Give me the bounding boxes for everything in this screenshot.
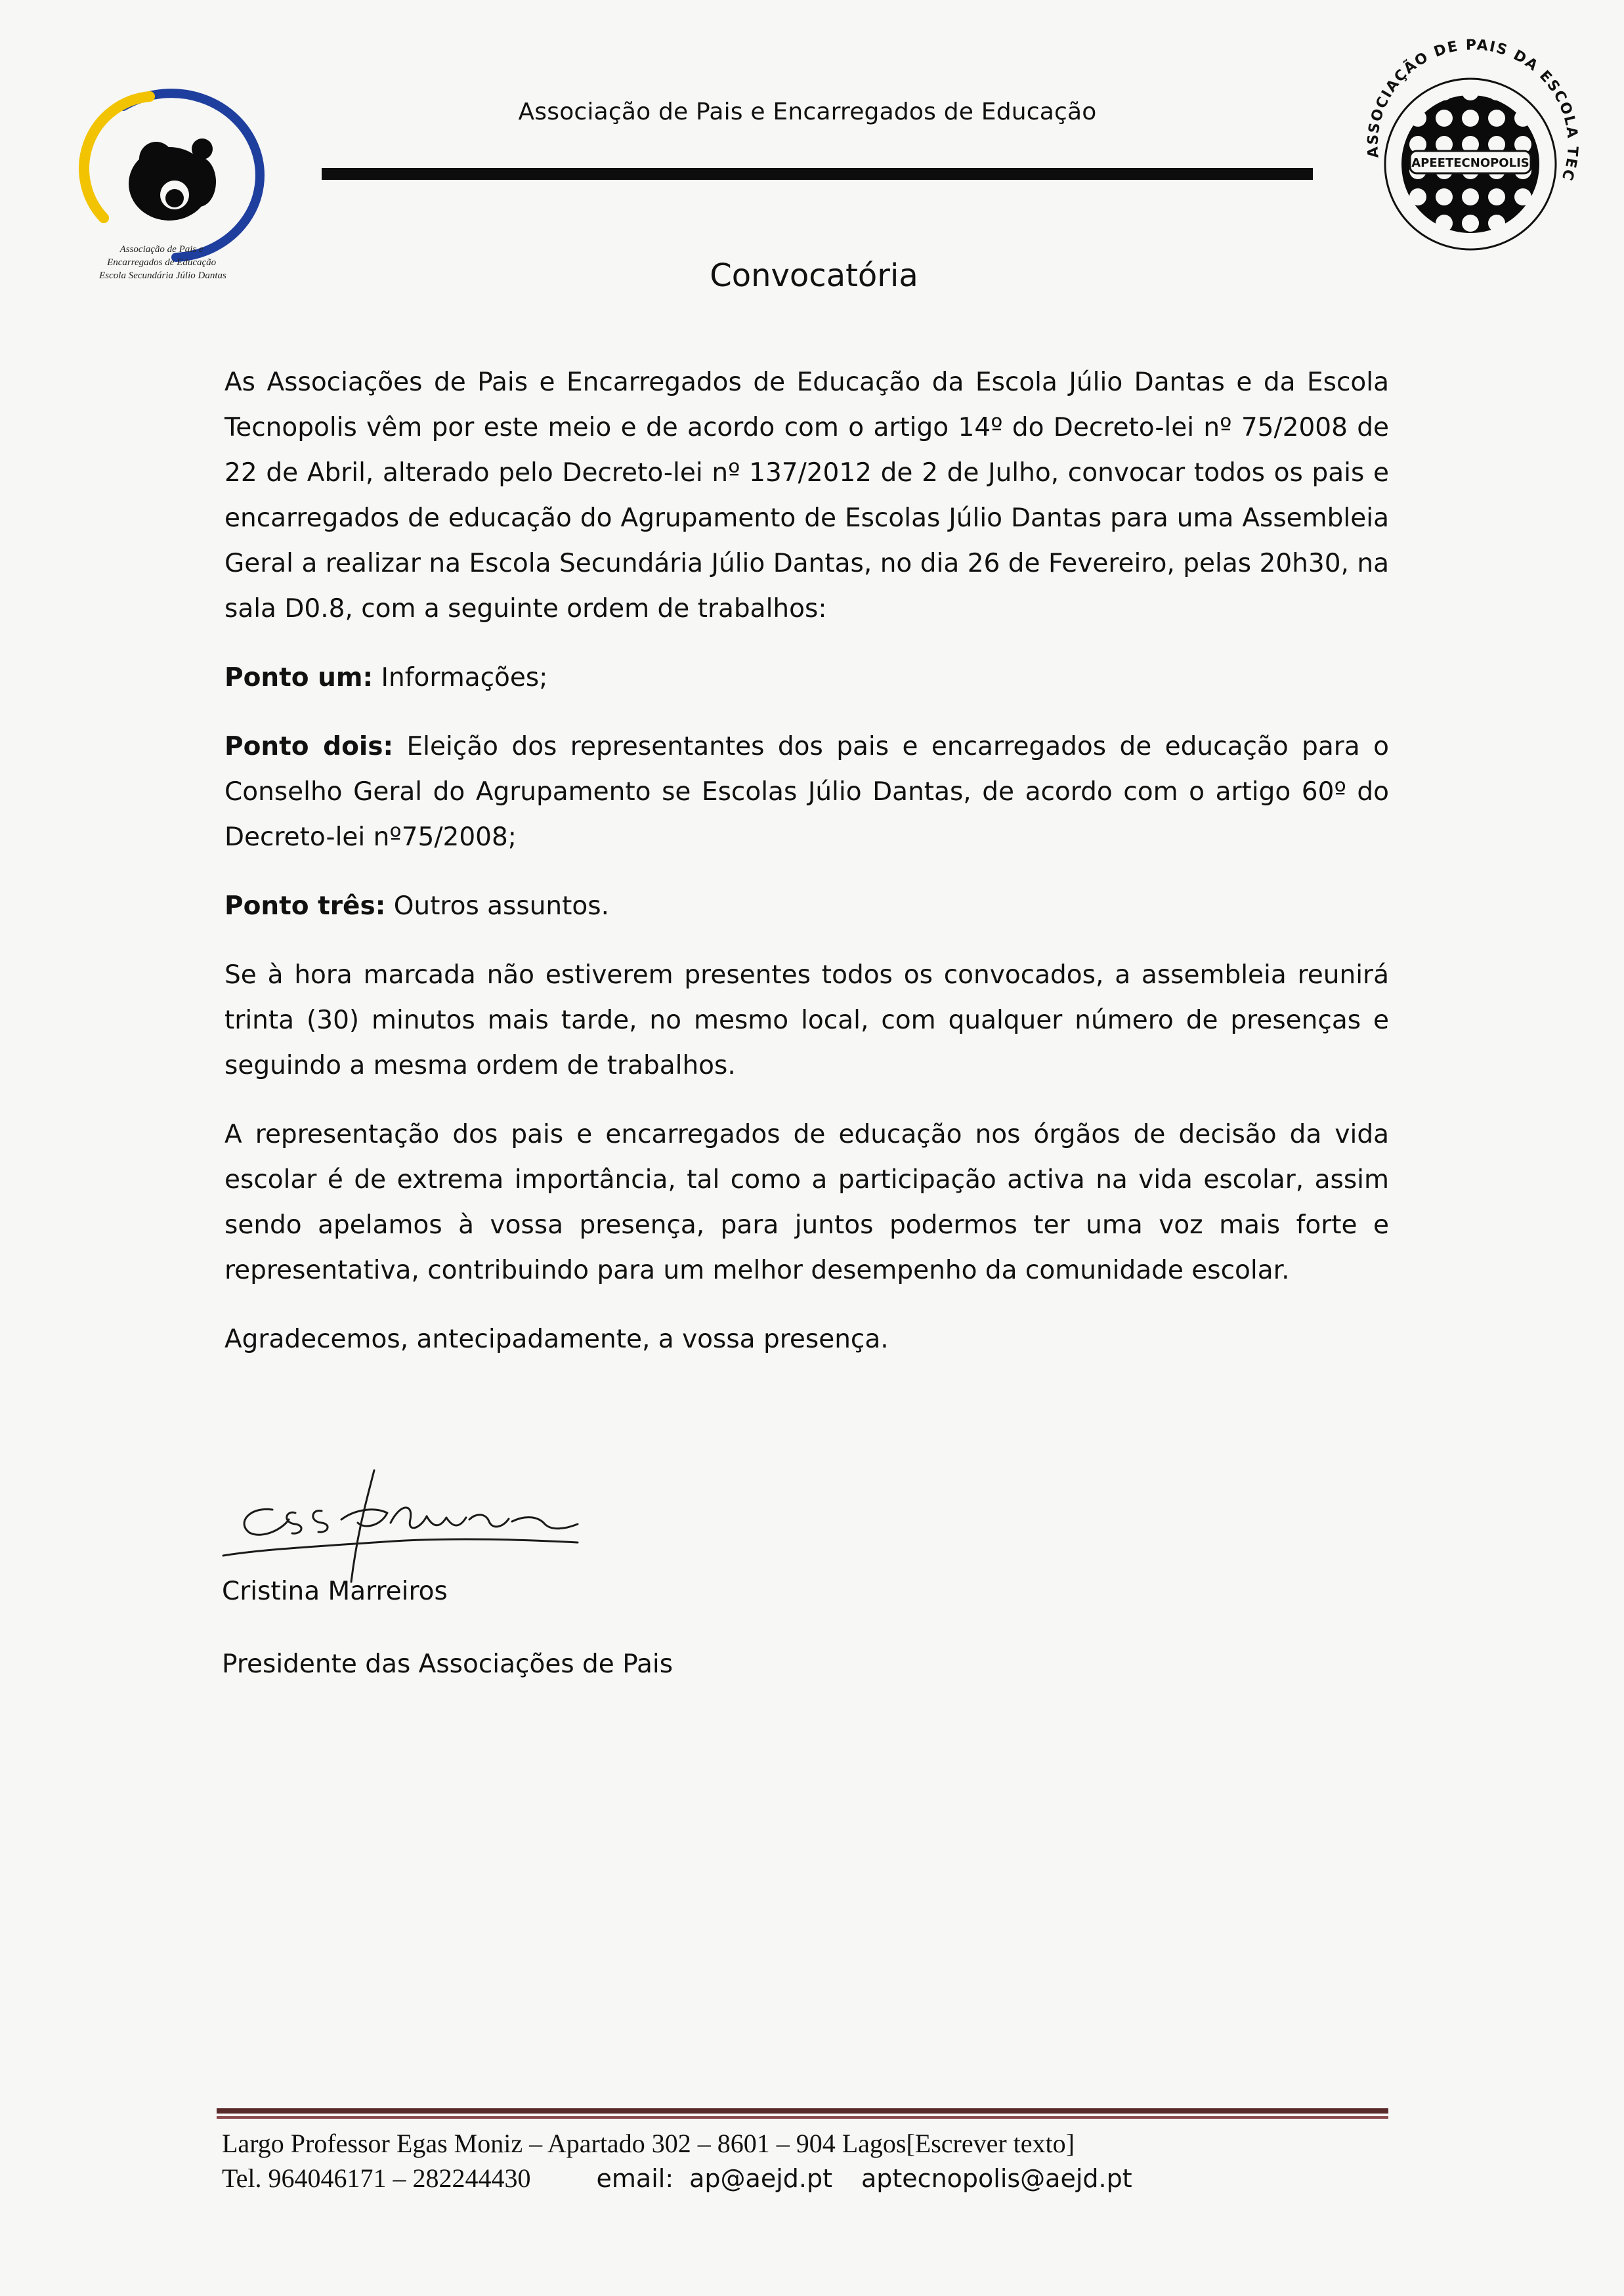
association-logo-left	[51, 60, 288, 284]
agenda-item-label: Ponto três:	[224, 891, 386, 921]
intro-paragraph: As Associações de Pais e Encarregados de Educação da Escola Júlio Dantas e da Escola Tecnopolis vêm por este meio e de acordo com o artigo 14º do Decreto-lei nº 75/2008 de 22 de Abril, alterado pelo Decreto-lei nº 137/2012 de 2 de Julho, convocar todos os pais e encarregados de educação do Agrupamento de Escolas Júlio Dantas para uma Assembleia Geral a realizar na Escola Secundária Júlio Dantas, no dia 26 de Fevereiro, pelas 20h30, na sala D0.8, com a seguinte ordem de trabalhos:	[224, 368, 1389, 624]
footer-email-label: email:	[596, 2164, 674, 2193]
logo-caption-line-1: Associação de Pais e	[119, 244, 203, 255]
quorum-paragraph: Se à hora marcada não estiverem presentes todos os convocados, a assembleia reunirá trinta (30) minutos mais tarde, no mesmo local, com qualquer número de presenças e seguindo a mesma ordem de trabalhos.	[224, 960, 1389, 1080]
footer-divider	[217, 2108, 1388, 2114]
agenda-item-1	[224, 655, 1389, 700]
letter-body	[224, 360, 1389, 1386]
closing-line: Agradecemos, antecipadamente, a vossa presença.	[224, 1325, 889, 1354]
document-title: Convocatória	[710, 257, 918, 294]
agenda-item-label: Ponto um:	[224, 663, 374, 692]
logo-caption-line-3: Escola Secundária Júlio Dantas	[99, 270, 226, 281]
footer-divider-thin	[217, 2116, 1388, 2119]
agenda-item-label: Ponto dois:	[224, 732, 394, 761]
signer-name: Cristina Marreiros	[222, 1577, 448, 1606]
agenda-item-text: Informações;	[373, 663, 548, 692]
agenda-item-text: Outros assuntos.	[385, 891, 609, 921]
logo-caption-line-2: Encarregados de Educação	[107, 257, 217, 268]
footer-email-2[interactable]: aptecnopolis@aejd.pt	[861, 2164, 1132, 2193]
family-circle-logo	[51, 60, 288, 284]
footer-address: Largo Professor Egas Moniz – Apartado 302 – 8601 – 904 Lagos[Escrever texto]	[222, 2129, 1075, 2158]
footer-phone: Tel. 964046171 – 282244430	[222, 2163, 531, 2193]
tecnopolis-seal	[1352, 26, 1590, 282]
agenda-item-text: Eleição dos representantes dos pais e encarregados de educação para o Conselho Geral do Agrupamento se Escolas Júlio Dantas, de acordo com o artigo 60º do Decreto-lei nº75/2008;	[224, 732, 1389, 852]
agenda-item-3	[224, 883, 1389, 929]
association-seal-right	[1352, 26, 1590, 282]
signer-role: Presidente das Associações de Pais	[222, 1649, 673, 1679]
handwritten-signature	[210, 1451, 604, 1595]
header-divider	[322, 168, 1313, 180]
footer-contacts	[222, 2163, 1132, 2194]
appeal-paragraph: A representação dos pais e encarregados de educação nos órgãos de decisão da vida escolar é de extrema importância, tal como a participação activa na vida escolar, assim sendo apelamos à vossa presença, para juntos podermos ter uma voz mais forte e representativa, contribuindo para um melhor desempenho da comunidade escolar.	[224, 1120, 1389, 1285]
agenda-item-2	[224, 724, 1389, 860]
footer-email-1[interactable]: ap@aejd.pt	[689, 2164, 832, 2193]
seal-ring-text: ASSOCIAÇÃO DE PAIS DA ESCOLA TEC	[1365, 37, 1581, 184]
seal-label: APEETECNOPOLIS	[1411, 156, 1529, 170]
header-title: Associação de Pais e Encarregados de Educação	[518, 98, 1097, 125]
